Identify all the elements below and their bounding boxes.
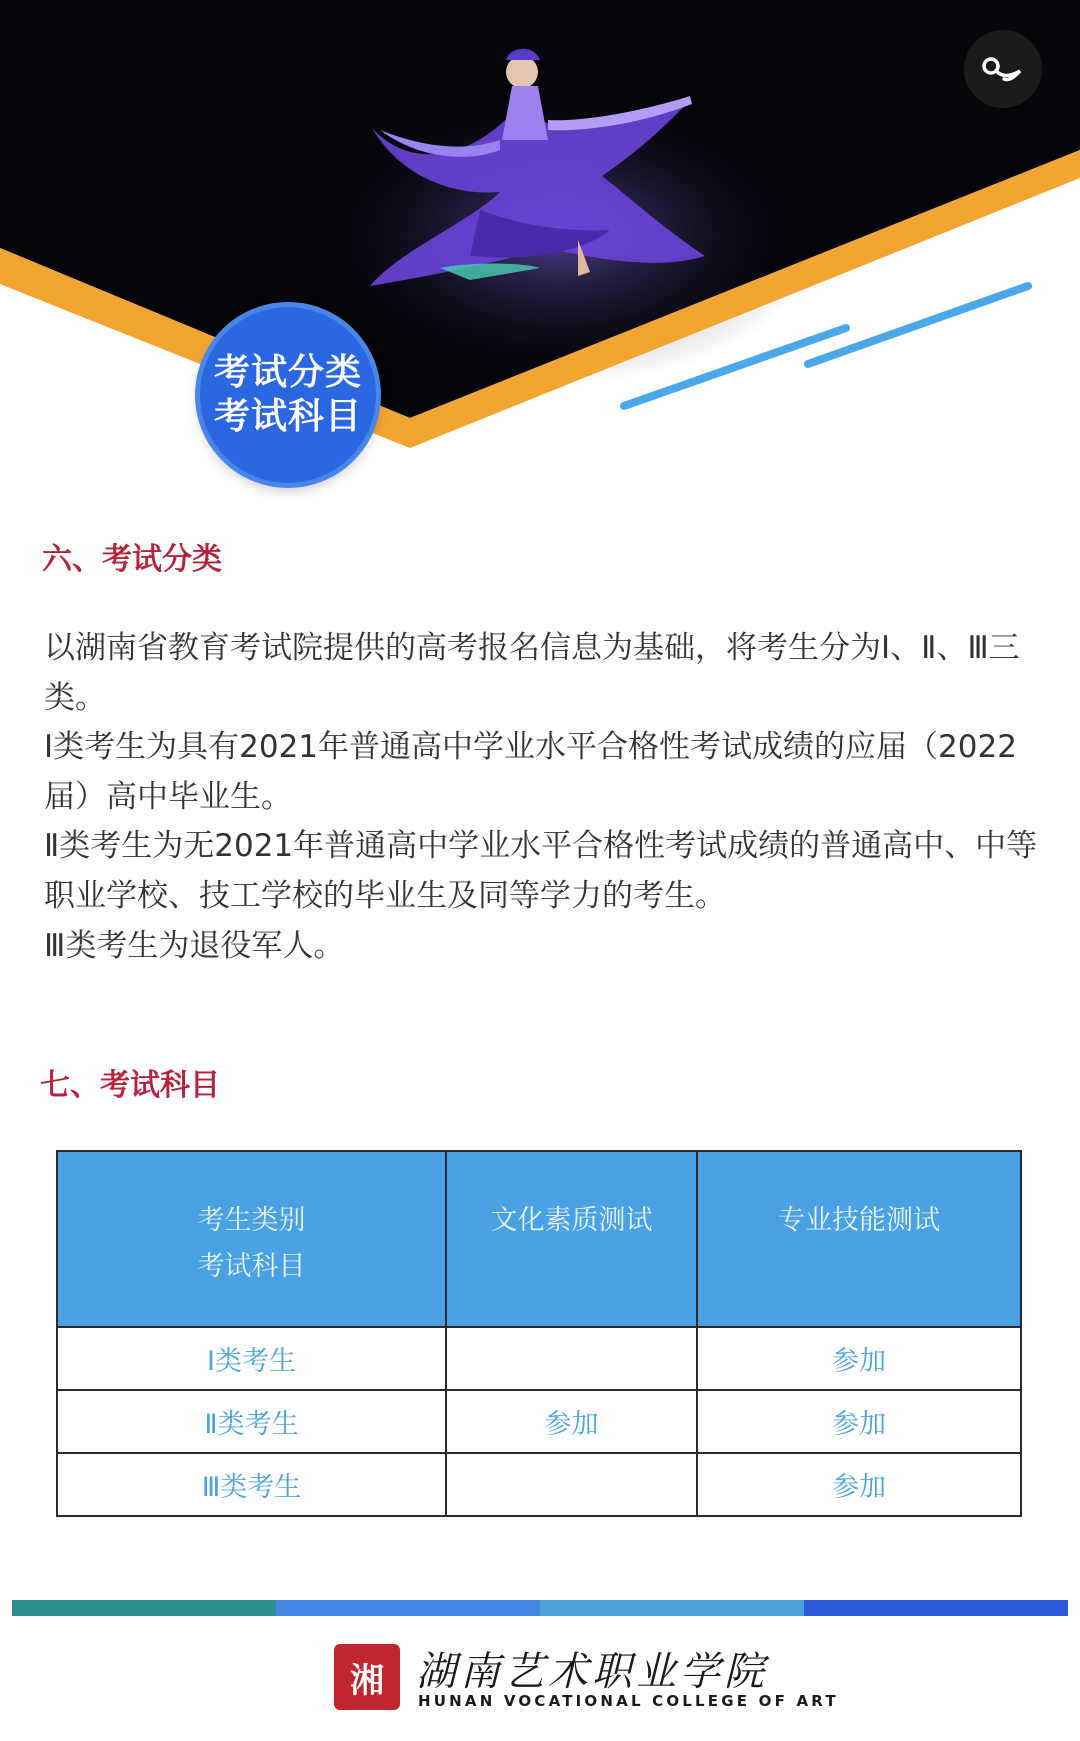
hero-banner xyxy=(0,0,1080,500)
header-skill-test xyxy=(697,1151,1021,1327)
hero-background xyxy=(0,0,1080,500)
section-6-body xyxy=(44,624,1040,971)
table-row xyxy=(57,1390,1021,1453)
category-cell: Ⅱ类考生 xyxy=(57,1390,446,1453)
stripe-teal xyxy=(12,1600,276,1616)
seal-text: 湘 xyxy=(350,1660,384,1701)
college-name-en: HUNAN VOCATIONAL COLLEGE OF ART xyxy=(418,1692,839,1710)
minimize-icon xyxy=(980,55,1026,83)
paragraph-3: Ⅱ类考生为无2021年普通高中学业水平合格性考试成绩的普通高中、中等职业学校、技工学校的毕业生及同等学力的考生。 xyxy=(44,828,1038,914)
section-7-title: 七、考试科目 xyxy=(40,1068,220,1103)
section-6-title: 六、考试分类 xyxy=(42,542,222,577)
college-seal-icon xyxy=(334,1644,400,1710)
stripe-blue xyxy=(276,1600,540,1616)
category-cell: Ⅲ类考生 xyxy=(57,1453,446,1516)
paragraph-2: Ⅰ类考生为具有2021年普通高中学业水平合格性考试成绩的应届（2022届）高中毕业生。 xyxy=(44,729,1017,815)
badge-line-1: 考试分类 xyxy=(213,352,362,393)
paragraph-1: 以湖南省教育考试院提供的高考报名信息为基础，将考生分为Ⅰ、Ⅱ、Ⅲ三类。 xyxy=(44,630,1020,716)
culture-cell xyxy=(446,1453,697,1516)
culture-cell xyxy=(446,1327,697,1390)
badge-line-2: 考试科目 xyxy=(213,396,362,437)
paragraph-4: Ⅲ类考生为退役军人。 xyxy=(44,927,345,964)
header-corner-line-1: 考生类别 xyxy=(197,1205,306,1236)
minimize-button[interactable] xyxy=(964,30,1042,108)
stripe-light-blue xyxy=(540,1600,804,1616)
table-row xyxy=(57,1327,1021,1390)
header-corner-cell xyxy=(57,1151,446,1327)
table-header-row xyxy=(57,1151,1021,1327)
stripe-royal-blue xyxy=(804,1600,1068,1616)
footer-color-stripes xyxy=(12,1600,1068,1616)
category-cell: Ⅰ类考生 xyxy=(57,1327,446,1390)
header-culture-label: 文化素质测试 xyxy=(490,1205,653,1236)
skill-cell: 参加 xyxy=(697,1327,1021,1390)
exam-subject-table xyxy=(56,1150,1022,1517)
college-logo xyxy=(334,1640,839,1718)
header-culture-test xyxy=(446,1151,697,1327)
header-skill-label: 专业技能测试 xyxy=(778,1205,940,1236)
skill-cell: 参加 xyxy=(697,1390,1021,1453)
table-row xyxy=(57,1453,1021,1516)
college-name-cn: 湖南艺术职业学院 xyxy=(416,1649,768,1695)
culture-cell: 参加 xyxy=(446,1390,697,1453)
section-badge xyxy=(200,307,376,483)
skill-cell: 参加 xyxy=(697,1453,1021,1516)
header-corner-line-2: 考试科目 xyxy=(197,1251,306,1282)
